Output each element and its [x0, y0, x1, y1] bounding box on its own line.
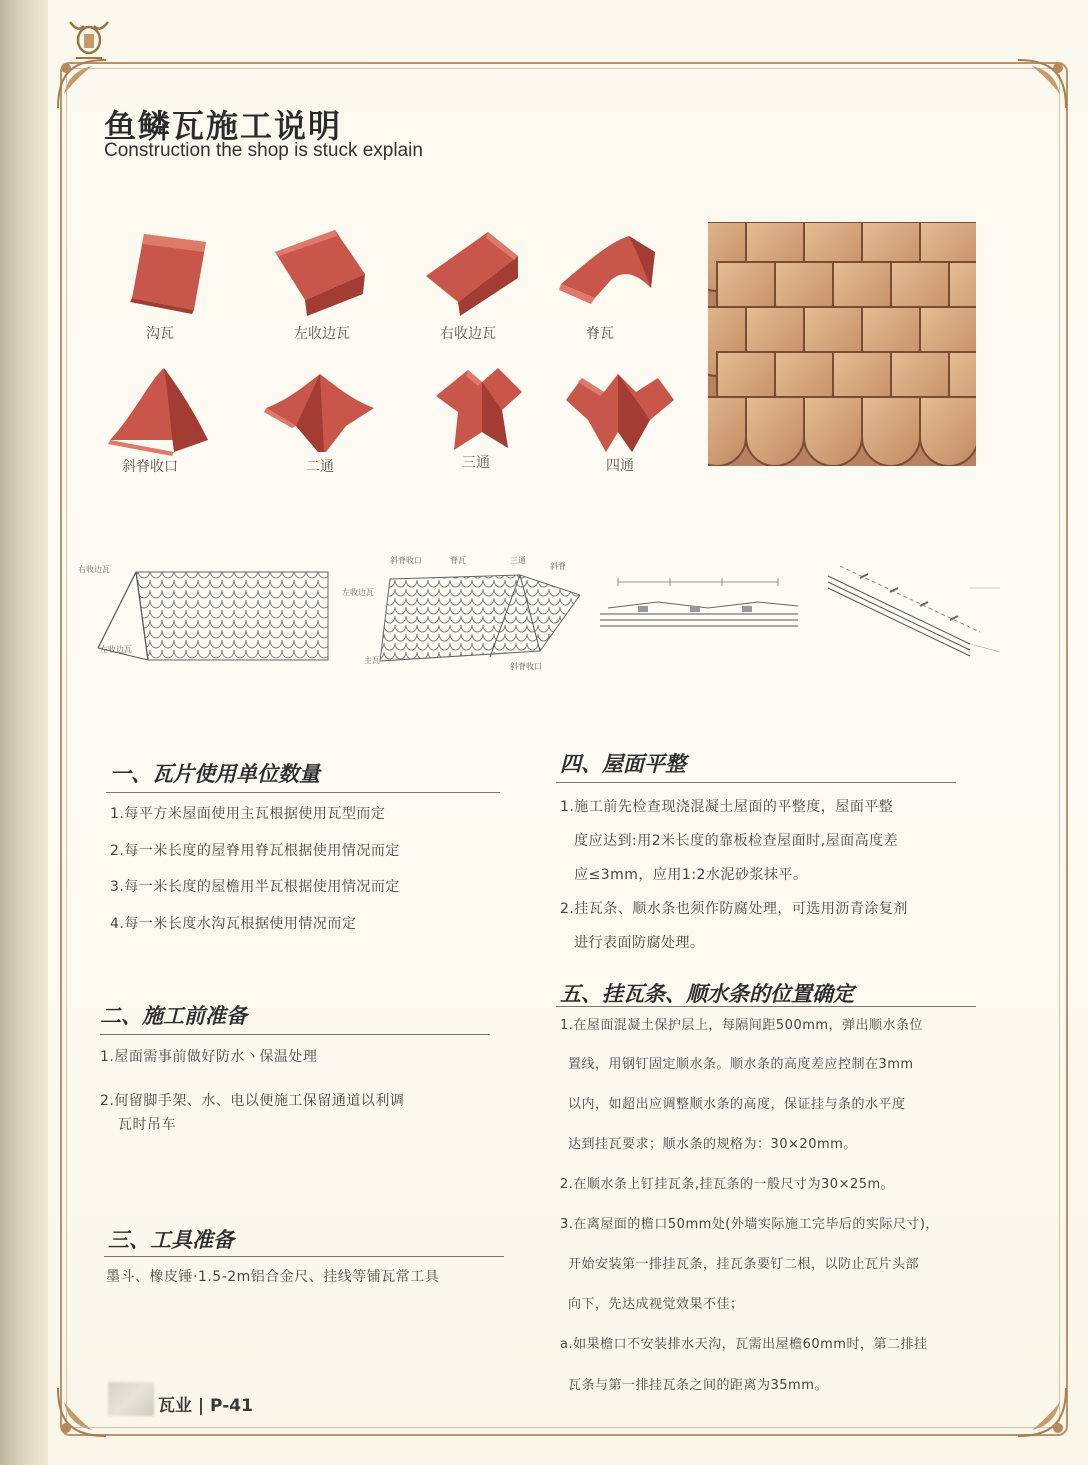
tile-two-way — [262, 370, 377, 455]
section4-line-2: 应≤3mm，应用1:2水泥砂浆抹平。 — [574, 867, 808, 883]
section5-line-2: 以内，如超出应调整顺水条的高度，保证挂与条的水平度 — [568, 1097, 906, 1112]
section5-line-8: a.如果檐口不安装排水天沟，瓦需出屋檐60mm时，第二排挂 — [560, 1337, 928, 1352]
section2-title: 二、施工前准备 — [100, 1004, 247, 1028]
page-title: 鱼鳞瓦施工说明 — [104, 107, 343, 145]
footer-brand-blurred — [108, 1382, 154, 1416]
section5-line-5: 3.在离屋面的檐口50mm处(外墙实际施工完毕后的实际尺寸)， — [560, 1217, 939, 1232]
section5-line-6: 开始安装第一排挂瓦条，挂瓦条要钉二根，以防止瓦片头部 — [568, 1257, 920, 1272]
tile-left-edge — [265, 222, 375, 317]
tile-label-2: 右收边瓦 — [440, 326, 496, 342]
section-diagram — [598, 572, 803, 632]
section5-line-4: 2.在顺水条上钉挂瓦条,挂瓦条的一般尺寸为30×25m。 — [560, 1177, 895, 1192]
slope-section-diagram — [820, 548, 1020, 663]
diagram2-label-c: 三通 — [510, 556, 526, 565]
section4-line-0: 1.施工前先检查现浇混凝土屋面的平整度，屋面平整 — [560, 799, 894, 815]
section4-title: 四、屋面平整 — [560, 752, 686, 776]
tile-label-5: 二通 — [306, 459, 334, 475]
diagram2-label-g: 斜脊收口 — [510, 662, 542, 671]
section1-line-3: 4.每一米长度水沟瓦根据使用情况而定 — [110, 916, 357, 932]
tile-ridge — [555, 228, 665, 318]
corner-ornament-top-right — [1012, 54, 1072, 114]
section2-rule — [100, 1034, 490, 1035]
section4-line-3: 2.挂瓦条、顺水条也须作防腐处理，可选用沥青涂复剂 — [560, 901, 908, 917]
diagram1-label-top: 右收边瓦 — [78, 565, 110, 574]
section2-line-1: 2.何留脚手架、水、电以便施工保留通道以利调 — [100, 1093, 405, 1109]
footer-page: | P-41 — [197, 1396, 253, 1416]
section2-line-0: 1.屋面需事前做好防水丶保温处理 — [100, 1049, 318, 1065]
section1-line-1: 2.每一米长度的屋脊用脊瓦根据使用情况而定 — [110, 843, 400, 859]
tile-label-4: 斜脊收口 — [122, 459, 178, 475]
book-spine — [0, 0, 48, 1465]
section4-line-4: 进行表面防腐处理。 — [574, 935, 705, 951]
section3-title: 三、工具准备 — [108, 1228, 234, 1252]
brand-logo-icon — [66, 12, 112, 62]
tile-label-3: 脊瓦 — [586, 326, 614, 342]
section5-line-3: 达到挂瓦要求；顺水条的规格为：30×20mm。 — [568, 1137, 857, 1152]
tile-hip-end — [104, 362, 214, 457]
fish-scale-roof-photo — [708, 222, 976, 466]
diagram2-label-b: 脊瓦 — [450, 556, 466, 565]
section1-line-0: 1.每平方米屋面使用主瓦根据使用瓦型而定 — [110, 806, 386, 822]
roof-diagram-1 — [78, 560, 340, 675]
section2-line-2: 瓦时吊车 — [118, 1117, 176, 1133]
roof-diagram-2 — [340, 553, 580, 678]
tile-four-way — [562, 370, 677, 455]
corner-ornament-bottom-right — [1012, 1382, 1072, 1442]
tile-label-0: 沟瓦 — [146, 326, 174, 342]
tile-flat — [120, 222, 230, 317]
section5-line-0: 1.在屋面混凝土保护层上，每隔间距500mm，弹出顺水条位 — [560, 1018, 924, 1033]
section5-title: 五、挂瓦条、顺水条的位置确定 — [560, 982, 854, 1006]
section1-line-2: 3.每一米长度的屋檐用半瓦根据使用情况而定 — [110, 879, 400, 895]
diagram2-label-f: 主瓦 — [364, 656, 380, 665]
section5-line-9: 瓦条与第一排挂瓦条之间的距离为35mm。 — [568, 1378, 828, 1393]
section1-rule — [106, 792, 500, 793]
tile-right-edge — [418, 222, 528, 317]
corner-ornament-bottom-left — [52, 1382, 112, 1442]
footer-brand: 瓦业 — [158, 1396, 192, 1416]
diagram2-label-e: 左收边瓦 — [342, 588, 374, 597]
tile-label-7: 四通 — [606, 458, 634, 474]
section4-line-1: 度应达到:用2米长度的靠板检查屋面时,屋面高度差 — [574, 833, 899, 849]
diagram1-label-bottom: 左收边瓦 — [100, 645, 132, 654]
page-subtitle: Construction the shop is stuck explain — [104, 140, 423, 161]
tile-three-way — [428, 362, 528, 457]
section5-line-1: 置线，用钢钉固定顺水条。顺水条的高度差应控制在3mm — [568, 1057, 914, 1072]
footer-page-number — [158, 1391, 253, 1416]
section4-rule — [556, 782, 956, 783]
tile-label-6: 三通 — [462, 455, 490, 471]
section3-line-0: 墨斗、橡皮锤·1.5-2m铝合金尺、挂线等铺瓦常工具 — [106, 1269, 440, 1285]
section5-line-7: 向下，先达成视觉效果不佳； — [568, 1297, 744, 1312]
diagram2-label-d: 斜脊 — [550, 562, 566, 571]
section5-rule — [556, 1006, 976, 1007]
diagram2-label-a: 斜脊收口 — [390, 556, 422, 565]
corner-ornament-top-left — [52, 54, 112, 114]
section3-rule — [104, 1256, 504, 1257]
tile-label-1: 左收边瓦 — [294, 326, 350, 342]
section1-title: 一、瓦片使用单位数量 — [110, 762, 320, 786]
